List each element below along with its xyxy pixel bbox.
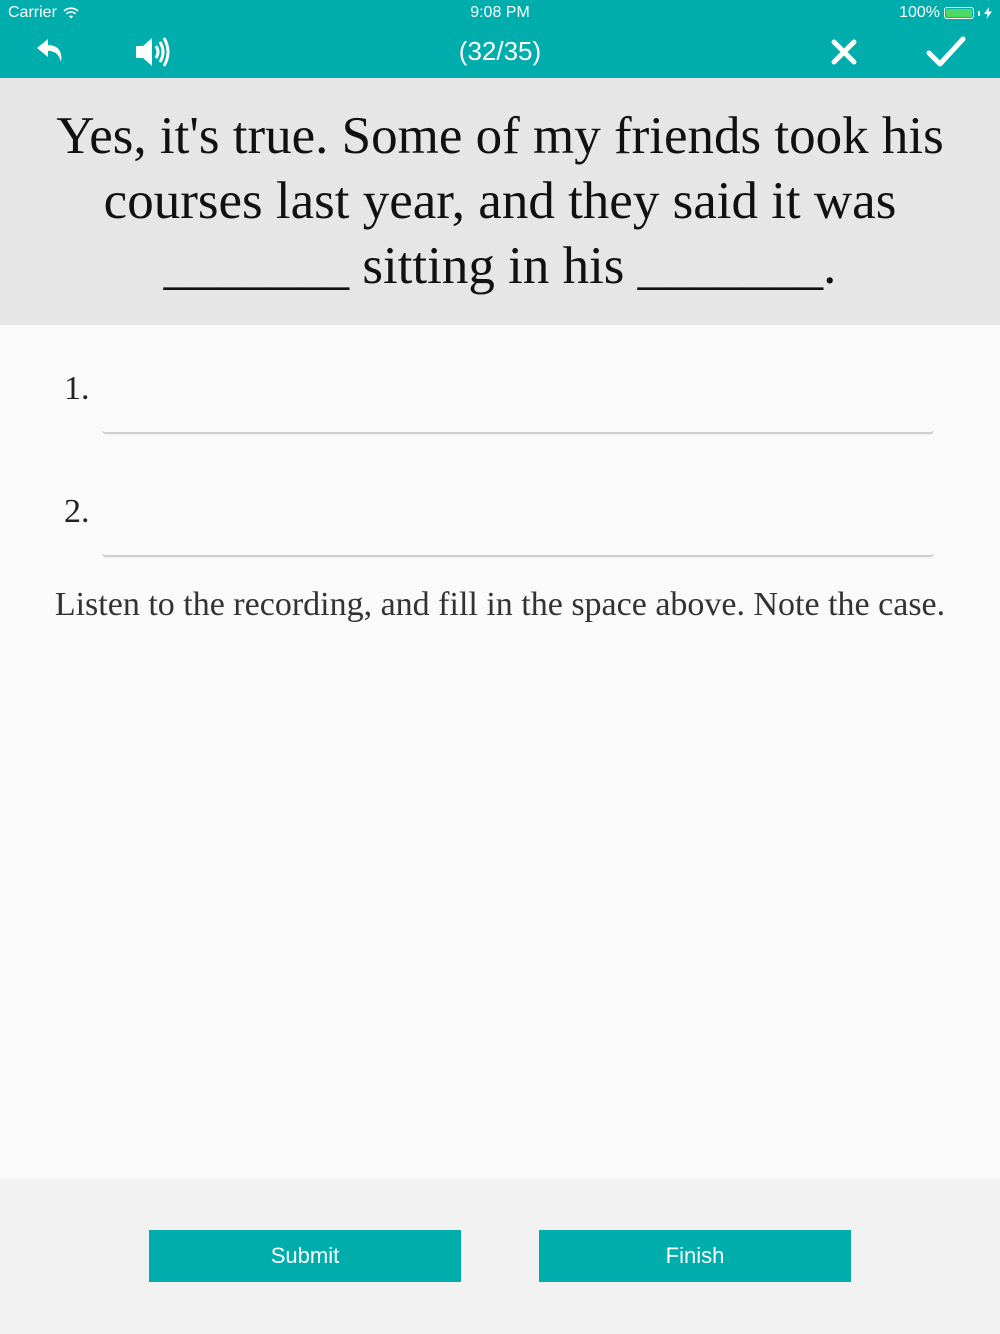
- question-counter: (32/35): [458, 36, 542, 66]
- answer-input-1[interactable]: [102, 340, 934, 434]
- question-line-1: Yes, it's true. Some of my friends took his: [56, 107, 944, 165]
- battery-icon: [944, 7, 974, 19]
- blank-1: _______: [163, 237, 350, 295]
- question-line-3-mid: sitting in his: [349, 237, 638, 295]
- question-line-3-end: .: [823, 237, 837, 295]
- top-bar: [0, 0, 1000, 78]
- answer-input-2[interactable]: [102, 463, 934, 557]
- footer-bar: [0, 1178, 1000, 1334]
- answer-number-2: 2.: [64, 493, 90, 530]
- instruction-text: Listen to the recording, and fill in the space above. Note the case.: [54, 586, 946, 623]
- battery-tip: [978, 11, 980, 16]
- status-time: 9:08 PM: [470, 4, 530, 21]
- submit-button[interactable]: Submit: [149, 1230, 461, 1282]
- carrier-label: Carrier: [8, 4, 57, 21]
- finish-button[interactable]: Finish: [539, 1230, 851, 1282]
- status-battery: [899, 4, 992, 22]
- check-button[interactable]: [922, 30, 970, 74]
- blank-2: _______: [637, 237, 824, 295]
- checkmark-icon: [926, 35, 966, 69]
- question-line-2: courses last year, and they said it was: [103, 172, 897, 230]
- question-panel: [0, 78, 1000, 325]
- answer-row-1: [0, 340, 1000, 436]
- battery-percent: 100%: [899, 4, 940, 21]
- close-icon: [830, 38, 858, 66]
- question-text: [20, 104, 980, 299]
- close-button[interactable]: [820, 30, 868, 74]
- charging-bolt-icon: [984, 7, 992, 19]
- answer-number-1: 1.: [64, 370, 90, 407]
- answer-row-2: [0, 463, 1000, 559]
